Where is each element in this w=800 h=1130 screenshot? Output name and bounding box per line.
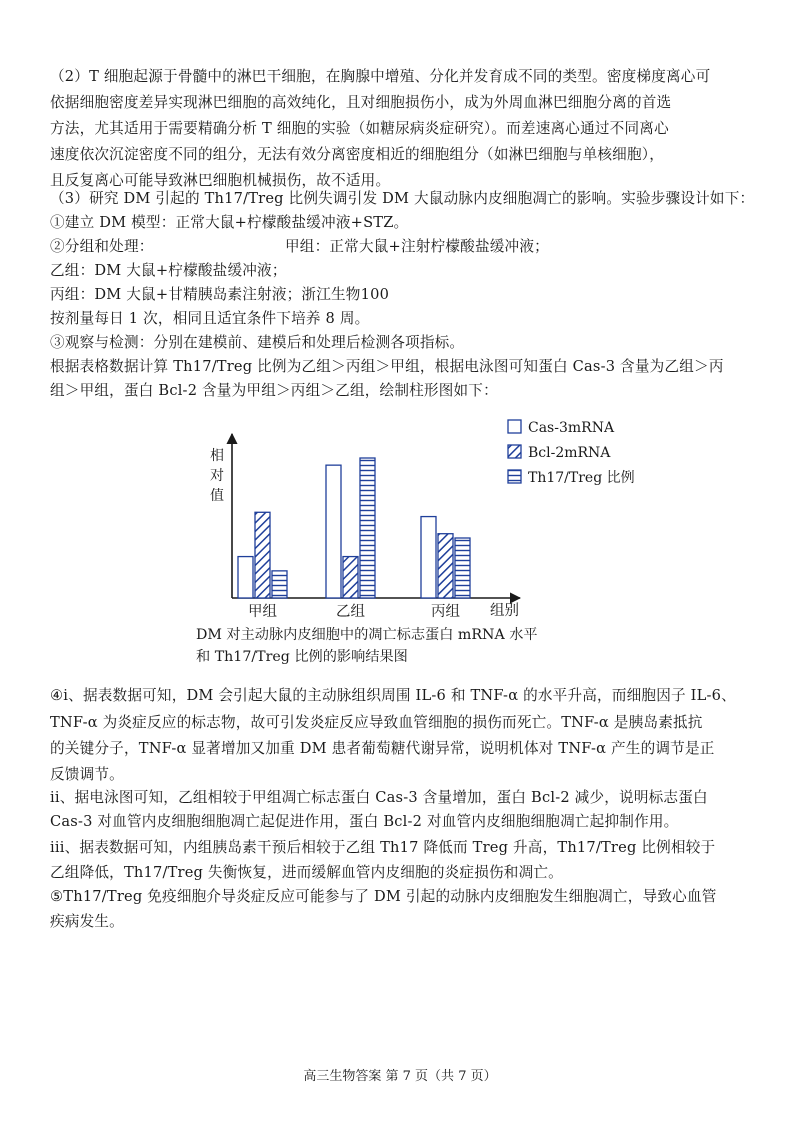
analysis-line-1: 根据表格数据计算 Th17/Treg 比例为乙组＞丙组＞甲组，根据电泳图可知蛋白 Cas-3 含量为乙组＞丙 (50, 358, 724, 375)
section2-line-5: 且反复离心可能导致淋巴细胞机械损伤，故不适用。 (50, 172, 391, 189)
chart-legend (508, 420, 635, 486)
x-axis-label: 组别 (490, 603, 519, 619)
section5-line-2: 疾病发生。 (50, 913, 124, 930)
legend-swatch-bcl2 (508, 445, 521, 458)
bar-bcl2-1 (343, 557, 358, 598)
legend-label: Th17/Treg 比例 (528, 470, 635, 486)
section4-line-2: TNF-α 为炎症反应的标志物，故可引发炎症反应导致血管细胞的损伤而死亡。TNF-α 是胰岛素抵抗 (50, 714, 703, 731)
bar-cas3-2 (421, 517, 436, 598)
step-2-label: ②分组和处理： (50, 238, 154, 255)
bar-th17treg-1 (360, 458, 375, 598)
section4-line-1: ④i、据表数据可知，DM 会引起大鼠的主动脉组织周围 IL-6 和 TNF-α 的水平升高，而细胞因子 IL-6、 (50, 687, 736, 704)
section4-line-7: iii、据表数据可知，内组胰岛素干预后相较于乙组 Th17 降低而 Treg 升高，Th17/Treg 比例相较于 (50, 839, 716, 856)
dosing: 按剂量每日 1 次，相同且适宜条件下培养 8 周。 (50, 310, 370, 327)
y-axis-label-char: 对 (210, 468, 224, 484)
legend-swatch-th17treg (508, 470, 521, 483)
bar-bcl2-0 (255, 512, 270, 598)
step-3: ③观察与检测：分别在建模前、建模后和处理后检测各项指标。 (50, 334, 465, 351)
analysis-line-2: 组＞甲组，蛋白 Bcl-2 含量为甲组＞丙组＞乙组，绘制柱形图如下： (50, 382, 498, 399)
bar-cas3-1 (326, 465, 341, 598)
page-footer: 高三生物答案 第 7 页（共 7 页） (303, 1069, 497, 1084)
section4-line-8: 乙组降低，Th17/Treg 失衡恢复，进而缓解血管内皮细胞的炎症损伤和凋亡。 (50, 864, 563, 881)
category-label: 甲组 (248, 604, 277, 620)
legend-swatch-cas3 (508, 420, 521, 433)
chart-bars (238, 458, 470, 598)
bar-th17treg-2 (455, 538, 470, 598)
category-label: 乙组 (336, 604, 365, 620)
chart-caption-line-1: DM 对主动脉内皮细胞中的凋亡标志蛋白 mRNA 水平 (196, 627, 538, 643)
chart-caption-line-2: 和 Th17/Treg 比例的影响结果图 (196, 649, 408, 665)
section3-intro: （3）研究 DM 引起的 Th17/Treg 比例失调引发 DM 大鼠动脉内皮细胞凋亡的影响。实验步骤设计如下： (50, 190, 755, 207)
section4-line-3: 的关键分子，TNF-α 显著增加又加重 DM 患者葡萄糖代谢异常，说明机体对 TNF-α 产生的调节是正 (50, 740, 715, 757)
legend-label: Cas-3mRNA (528, 420, 615, 436)
section4-line-4: 反馈调节。 (50, 766, 124, 783)
legend-label: Bcl-2mRNA (528, 445, 611, 461)
group-a: 甲组：正常大鼠+注射柠檬酸盐缓冲液； (285, 238, 549, 255)
section4-line-5: ii、据电泳图可知，乙组相较于甲组凋亡标志蛋白 Cas-3 含量增加，蛋白 Bcl-2 减少，说明标志蛋白 (50, 789, 708, 806)
section2-line-4: 速度依次沉淀密度不同的组分，无法有效分离密度相近的细胞组分（如淋巴细胞与单核细胞）， (50, 146, 665, 163)
section5-line-1: ⑤Th17/Treg 免疫细胞介导炎症反应可能参与了 DM 引起的动脉内皮细胞发生细胞凋亡，导致心血管 (50, 888, 717, 905)
section2-line-1: （2）T 细胞起源于骨髓中的淋巴干细胞，在胸腺中增殖、分化并发育成不同的类型。密度梯度离心可 (50, 68, 711, 85)
step-1: ①建立 DM 模型：正常大鼠+柠檬酸盐缓冲液+STZ。 (50, 214, 409, 231)
group-b: 乙组：DM 大鼠+柠檬酸盐缓冲液； (50, 262, 287, 279)
category-label: 丙组 (431, 604, 460, 620)
y-axis-label-char: 相 (210, 448, 224, 464)
section2-line-3: 方法，尤其适用于需要精确分析 T 细胞的实验（如糖尿病炎症研究）。而差速离心通过不同离心 (50, 120, 669, 137)
section2-line-2: 依据细胞密度差异实现淋巴细胞的高效纯化，且对细胞损伤小，成为外周血淋巴细胞分离的首选 (50, 94, 672, 111)
y-axis-label-char: 值 (210, 488, 224, 504)
section4-line-6: Cas-3 对血管内皮细胞细胞凋亡起促进作用，蛋白 Bcl-2 对血管内皮细胞细胞凋亡起抑制作用。 (50, 813, 679, 830)
group-c: 丙组：DM 大鼠+甘精胰岛素注射液；浙江生物100 (50, 286, 390, 303)
bar-th17treg-0 (272, 571, 287, 598)
bar-cas3-0 (238, 557, 253, 598)
bar-bcl2-2 (438, 534, 453, 598)
